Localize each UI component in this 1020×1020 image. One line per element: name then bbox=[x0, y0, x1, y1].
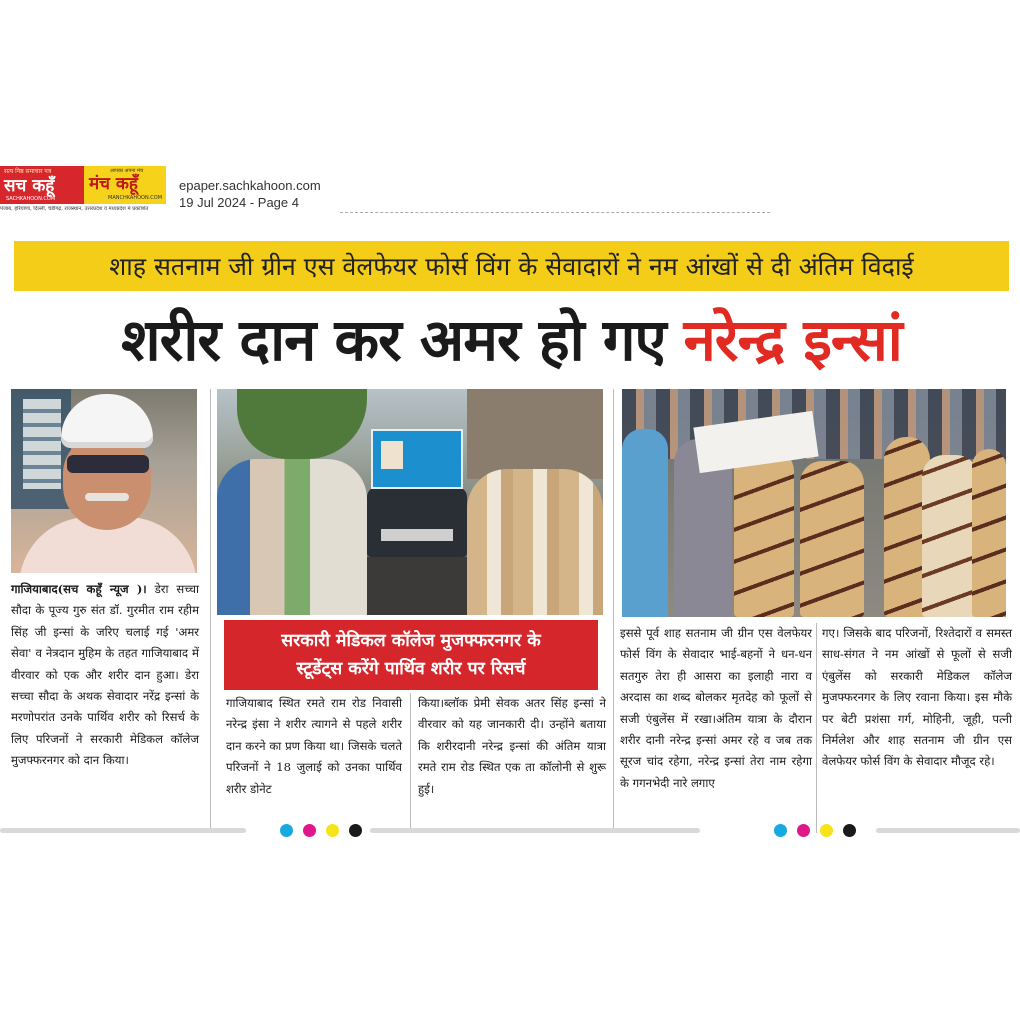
register-dot bbox=[349, 824, 362, 837]
main-headline bbox=[14, 294, 1009, 380]
procession-photo bbox=[622, 389, 1006, 617]
column-rule bbox=[210, 389, 211, 833]
kicker-banner bbox=[14, 241, 1009, 291]
headline-red-text: नरेन्द्र इन्सां bbox=[683, 305, 902, 374]
article-column-5 bbox=[822, 623, 1012, 833]
column-text: डेरा सच्चा सौदा के पूज्य गुरु संत डॉ. गुरमीत राम रहीम सिंह जी इन्सां के जरिए चलाई गई 'अमर सेवा' व नेत्रदान मुहिम के तहत गाजियाबाद में वीरवार को एक और शरीर दान हुआ। डेरा सच्चा सौदा के अथक सेवादार नरेंद्र इन्सां के मरणोपरांत उनके पार्थिव शरीर को रिसर्च के लिए परिजनों ने सरकारी मेडिकल कॉलेज मुजफ्फरनगर को दान किया। bbox=[11, 582, 199, 768]
subhead-box bbox=[224, 620, 598, 690]
article-column-2 bbox=[226, 693, 402, 833]
column-text: गाजियाबाद स्थित रमते राम रोड निवासी नरेन्द्र इंसा ने शरीर त्यागने से पहले शरीर दान करने का प्रण किया था। जिसके चलते परिजनों ने 18 जुलाई को उनका पार्थिव शरीर डोनेट bbox=[226, 696, 402, 796]
logo-editions: पंजाब, हरियाणा, दिल्ली, चंडीगढ़, राजस्थान, उत्तरप्रदेश व मध्यप्रदेश में प्रकाशित bbox=[0, 206, 149, 212]
dateline: गाजियाबाद(सच कहूँ न्यूज )। bbox=[11, 582, 147, 596]
register-dot bbox=[820, 824, 833, 837]
logo-name: मंच कहूँ bbox=[89, 174, 138, 194]
ambulance-photo bbox=[217, 389, 603, 615]
logo-tagline: आपका अपना मंच bbox=[110, 168, 144, 174]
logo-tagline: सत्य निष्ठ समाचार पत्र bbox=[4, 168, 52, 175]
register-dot bbox=[280, 824, 293, 837]
headline-black-text: शरीर दान कर अमर हो गए bbox=[121, 305, 666, 374]
column-rule bbox=[816, 623, 817, 833]
cut-line bbox=[340, 212, 770, 218]
article-column-1 bbox=[11, 579, 199, 831]
footer-bar bbox=[370, 828, 700, 833]
subhead-line-2: स्टूडेंट्स करेंगे पार्थिव शरीर पर रिसर्च bbox=[296, 659, 526, 679]
register-dot bbox=[326, 824, 339, 837]
register-dot bbox=[774, 824, 787, 837]
manch-kahoon-logo bbox=[84, 166, 166, 204]
column-rule bbox=[410, 693, 411, 833]
article-column-4 bbox=[620, 623, 812, 833]
logo-url: MANCHKAHOON.COM bbox=[108, 195, 163, 201]
subhead-line-1: सरकारी मेडिकल कॉलेज मुजफ्फरनगर के bbox=[281, 631, 541, 651]
register-dot bbox=[797, 824, 810, 837]
register-dot bbox=[843, 824, 856, 837]
register-dot bbox=[303, 824, 316, 837]
footer-bar bbox=[876, 828, 1020, 833]
epaper-url: epaper.sachkahoon.com bbox=[179, 178, 321, 193]
portrait-photo bbox=[11, 389, 197, 573]
column-text: गए। जिसके बाद परिजनों, रिश्तेदारों व समस्त साध-संगत ने नम आंखों से फूलों से सजी एंबुलेंस को सरकारी मेडिकल कॉलेज मुजफ्फरनगर के लिए रवाना किया। इस मौके पर बेटी प्रशंसा गर्ग, मोहिनी, जूही, पत्नी निर्मलेश और शाह सतनाम जी ग्रीन एस वेलफेयर फोर्स विंग के सेवादार मौजूद रहे। bbox=[822, 626, 1012, 769]
logo-url: SACHKAHOON.COM bbox=[6, 196, 56, 202]
column-rule bbox=[613, 389, 614, 833]
logo-name: सच कहूँ bbox=[4, 176, 55, 196]
kicker-text: शाह सतनाम जी ग्रीन एस वेलफेयर फोर्स विंग के सेवादारों ने नम आंखों से दी अंतिम विदाई bbox=[109, 252, 914, 281]
article-column-3 bbox=[418, 693, 606, 833]
edition-date: 19 Jul 2024 - Page 4 bbox=[179, 195, 299, 210]
sach-kahoon-logo bbox=[0, 166, 84, 204]
column-text: किया।ब्लॉक प्रेमी सेवक अतर सिंह इन्सां ने वीरवार को यह जानकारी दी। उन्होंने बताया कि शरीरदानी नरेन्द्र इन्सां की अंतिम यात्रा रमते राम रोड स्थित एक ता कॉलोनी से शुरू हुई। bbox=[418, 696, 606, 796]
column-text: इससे पूर्व शाह सतनाम जी ग्रीन एस वेलफेयर फोर्स विंग के सेवादार भाई-बहनों ने धन-धन सतगुरु तेरा ही आसरा का इलाही नारा व अरदास का शब्द बोलकर मृतदेह को फूलों से सजी एंबुलेंस में रखा।अंतिम यात्रा के दौरान शरीर दानी नरेन्द्र इन्सां अमर रहे व जब तक सूरज चांद रहेगा, नरेन्द्र इन्सां तेरा नाम रहेगा के गगनभेदी नारे लगाए bbox=[620, 626, 812, 790]
masthead-logo bbox=[0, 166, 166, 218]
footer-bar bbox=[0, 828, 246, 833]
